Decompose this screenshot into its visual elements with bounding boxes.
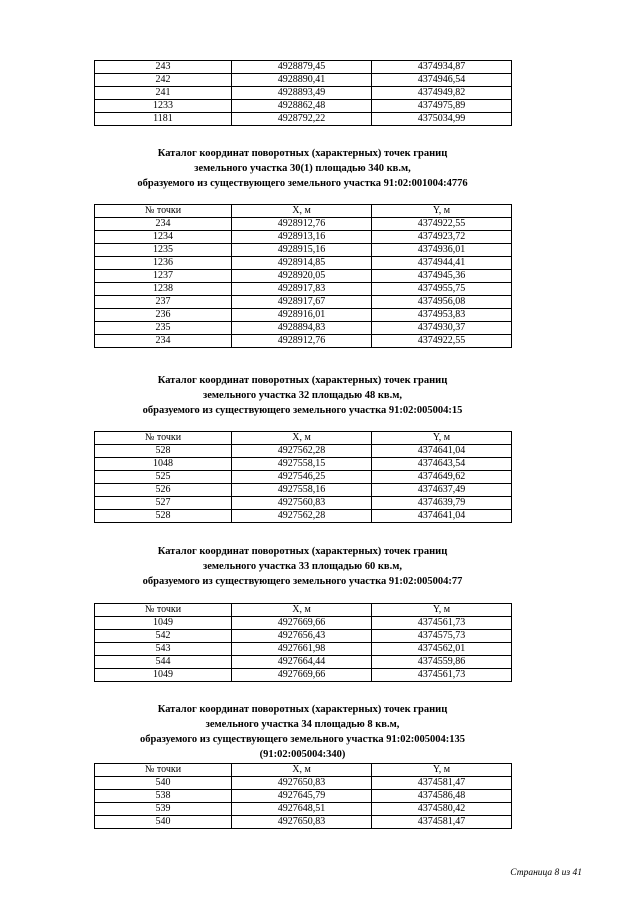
x-coordinate-cell: 4927650,83 — [232, 816, 372, 829]
table-block-3 — [94, 603, 511, 682]
y-coordinate-cell: 4374944,41 — [372, 257, 512, 270]
table-row — [95, 445, 512, 458]
column-header: № точки — [95, 764, 232, 777]
y-coordinate-cell: 4374936,01 — [372, 244, 512, 257]
page-number: Страница 8 из 41 — [510, 868, 582, 878]
table-row — [95, 283, 512, 296]
x-coordinate-cell: 4927650,83 — [232, 777, 372, 790]
section-caption — [60, 373, 545, 418]
caption-line: земельного участка 30(1) площадью 340 кв.м, — [194, 163, 411, 174]
point-number-cell: 1233 — [95, 100, 232, 113]
column-header: Y, м — [372, 764, 512, 777]
table-row — [95, 244, 512, 257]
x-coordinate-cell: 4927558,15 — [232, 458, 372, 471]
y-coordinate-cell: 4374643,54 — [372, 458, 512, 471]
x-coordinate-cell: 4927558,16 — [232, 484, 372, 497]
caption-line: образуемого из существующего земельного участка 91:02:001004:4776 — [137, 178, 468, 189]
x-coordinate-cell: 4928893,49 — [232, 87, 372, 100]
point-number-cell: 528 — [95, 510, 232, 523]
table-row — [95, 257, 512, 270]
column-header: Y, м — [372, 205, 512, 218]
table-row — [95, 484, 512, 497]
coordinates-table — [94, 603, 512, 682]
column-header: № точки — [95, 205, 232, 218]
table-row — [95, 100, 512, 113]
y-coordinate-cell: 4374561,73 — [372, 669, 512, 682]
point-number-cell: 525 — [95, 471, 232, 484]
x-coordinate-cell: 4927562,28 — [232, 445, 372, 458]
point-number-cell: 544 — [95, 656, 232, 669]
x-coordinate-cell: 4927645,79 — [232, 790, 372, 803]
table-header-row — [95, 205, 512, 218]
point-number-cell: 241 — [95, 87, 232, 100]
point-number-cell: 1049 — [95, 617, 232, 630]
y-coordinate-cell: 4374641,04 — [372, 510, 512, 523]
table-row — [95, 113, 512, 126]
caption-line: земельного участка 33 площадью 60 кв.м, — [202, 561, 402, 572]
point-number-cell: 538 — [95, 790, 232, 803]
y-coordinate-cell: 4374559,86 — [372, 656, 512, 669]
y-coordinate-cell: 4374637,49 — [372, 484, 512, 497]
y-coordinate-cell: 4374955,75 — [372, 283, 512, 296]
table-row — [95, 510, 512, 523]
y-coordinate-cell: 4374945,36 — [372, 270, 512, 283]
table-row — [95, 61, 512, 74]
x-coordinate-cell: 4928915,16 — [232, 244, 372, 257]
y-coordinate-cell: 4374975,89 — [372, 100, 512, 113]
y-coordinate-cell: 4375034,99 — [372, 113, 512, 126]
table-row — [95, 630, 512, 643]
y-coordinate-cell: 4374586,48 — [372, 790, 512, 803]
point-number-cell: 235 — [95, 322, 232, 335]
column-header: X, м — [232, 604, 372, 617]
column-header: X, м — [232, 432, 372, 445]
point-number-cell: 540 — [95, 777, 232, 790]
table-row — [95, 87, 512, 100]
column-header: Y, м — [372, 432, 512, 445]
point-number-cell: 234 — [95, 218, 232, 231]
column-header: Y, м — [372, 604, 512, 617]
point-number-cell: 539 — [95, 803, 232, 816]
column-header: X, м — [232, 205, 372, 218]
y-coordinate-cell: 4374562,01 — [372, 643, 512, 656]
x-coordinate-cell: 4928792,22 — [232, 113, 372, 126]
point-number-cell: 1181 — [95, 113, 232, 126]
y-coordinate-cell: 4374641,04 — [372, 445, 512, 458]
x-coordinate-cell: 4928917,83 — [232, 283, 372, 296]
table-row — [95, 471, 512, 484]
point-number-cell: 1235 — [95, 244, 232, 257]
table-header-row — [95, 604, 512, 617]
x-coordinate-cell: 4927664,44 — [232, 656, 372, 669]
point-number-cell: 526 — [95, 484, 232, 497]
caption-line: земельного участка 34 площадью 8 кв.м, — [205, 719, 400, 730]
table-row — [95, 218, 512, 231]
x-coordinate-cell: 4928912,76 — [232, 218, 372, 231]
y-coordinate-cell: 4374922,55 — [372, 218, 512, 231]
table-row — [95, 669, 512, 682]
table-row — [95, 309, 512, 322]
caption-line: Каталог координат поворотных (характерных) точек границ — [157, 546, 448, 557]
point-number-cell: 542 — [95, 630, 232, 643]
table-row — [95, 296, 512, 309]
caption-line: земельного участка 32 площадью 48 кв.м, — [202, 390, 402, 401]
column-header: X, м — [232, 764, 372, 777]
y-coordinate-cell: 4374639,79 — [372, 497, 512, 510]
x-coordinate-cell: 4927669,66 — [232, 617, 372, 630]
point-number-cell: 540 — [95, 816, 232, 829]
point-number-cell: 1048 — [95, 458, 232, 471]
point-number-cell: 234 — [95, 335, 232, 348]
point-number-cell: 236 — [95, 309, 232, 322]
y-coordinate-cell: 4374922,55 — [372, 335, 512, 348]
table-row — [95, 497, 512, 510]
section-caption — [60, 146, 545, 191]
x-coordinate-cell: 4928862,48 — [232, 100, 372, 113]
y-coordinate-cell: 4374649,62 — [372, 471, 512, 484]
y-coordinate-cell: 4374923,72 — [372, 231, 512, 244]
table-row — [95, 74, 512, 87]
y-coordinate-cell: 4374946,54 — [372, 74, 512, 87]
table-row — [95, 458, 512, 471]
table-row — [95, 335, 512, 348]
point-number-cell: 237 — [95, 296, 232, 309]
point-number-cell: 1238 — [95, 283, 232, 296]
point-number-cell: 1237 — [95, 270, 232, 283]
caption-line: Каталог координат поворотных (характерных) точек границ — [157, 704, 448, 715]
section-caption — [60, 544, 545, 589]
y-coordinate-cell: 4374934,87 — [372, 61, 512, 74]
caption-line: Каталог координат поворотных (характерных) точек границ — [157, 375, 448, 386]
column-header: № точки — [95, 432, 232, 445]
x-coordinate-cell: 4927661,98 — [232, 643, 372, 656]
x-coordinate-cell: 4927560,83 — [232, 497, 372, 510]
caption-line: образуемого из существующего земельного участка 91:02:005004:77 — [142, 576, 463, 587]
x-coordinate-cell: 4928914,85 — [232, 257, 372, 270]
point-number-cell: 243 — [95, 61, 232, 74]
y-coordinate-cell: 4374575,73 — [372, 630, 512, 643]
y-coordinate-cell: 4374561,73 — [372, 617, 512, 630]
y-coordinate-cell: 4374581,47 — [372, 816, 512, 829]
table-row — [95, 803, 512, 816]
y-coordinate-cell: 4374949,82 — [372, 87, 512, 100]
table-header-row — [95, 432, 512, 445]
coordinates-table — [94, 204, 512, 348]
x-coordinate-cell: 4928913,16 — [232, 231, 372, 244]
coordinates-table — [94, 60, 512, 126]
y-coordinate-cell: 4374580,42 — [372, 803, 512, 816]
x-coordinate-cell: 4928879,45 — [232, 61, 372, 74]
table-row — [95, 790, 512, 803]
x-coordinate-cell: 4927648,51 — [232, 803, 372, 816]
table-row — [95, 322, 512, 335]
table-row — [95, 231, 512, 244]
point-number-cell: 1234 — [95, 231, 232, 244]
y-coordinate-cell: 4374953,83 — [372, 309, 512, 322]
point-number-cell: 1236 — [95, 257, 232, 270]
point-number-cell: 527 — [95, 497, 232, 510]
table-row — [95, 656, 512, 669]
caption-line: Каталог координат поворотных (характерных) точек границ — [157, 148, 448, 159]
table-row — [95, 270, 512, 283]
x-coordinate-cell: 4928890,41 — [232, 74, 372, 87]
x-coordinate-cell: 4928912,76 — [232, 335, 372, 348]
table-row — [95, 816, 512, 829]
section-caption — [60, 702, 545, 762]
column-header: № точки — [95, 604, 232, 617]
point-number-cell: 1049 — [95, 669, 232, 682]
table-row — [95, 777, 512, 790]
point-number-cell: 242 — [95, 74, 232, 87]
table-block-1 — [94, 204, 511, 348]
x-coordinate-cell: 4927546,25 — [232, 471, 372, 484]
caption-line: (91:02:005004:340) — [259, 749, 346, 760]
caption-line: образуемого из существующего земельного участка 91:02:005004:15 — [142, 405, 463, 416]
x-coordinate-cell: 4928920,05 — [232, 270, 372, 283]
y-coordinate-cell: 4374956,08 — [372, 296, 512, 309]
table-header-row — [95, 764, 512, 777]
x-coordinate-cell: 4927562,28 — [232, 510, 372, 523]
x-coordinate-cell: 4927669,66 — [232, 669, 372, 682]
table-block-2 — [94, 431, 511, 523]
y-coordinate-cell: 4374930,37 — [372, 322, 512, 335]
table-row — [95, 643, 512, 656]
y-coordinate-cell: 4374581,47 — [372, 777, 512, 790]
x-coordinate-cell: 4928917,67 — [232, 296, 372, 309]
point-number-cell: 543 — [95, 643, 232, 656]
table-row — [95, 617, 512, 630]
caption-line: образуемого из существующего земельного участка 91:02:005004:135 — [139, 734, 465, 745]
table-block-4 — [94, 763, 511, 829]
x-coordinate-cell: 4928894,83 — [232, 322, 372, 335]
x-coordinate-cell: 4927656,43 — [232, 630, 372, 643]
table-block-0 — [94, 60, 511, 126]
x-coordinate-cell: 4928916,01 — [232, 309, 372, 322]
coordinates-table — [94, 763, 512, 829]
coordinates-table — [94, 431, 512, 523]
point-number-cell: 528 — [95, 445, 232, 458]
